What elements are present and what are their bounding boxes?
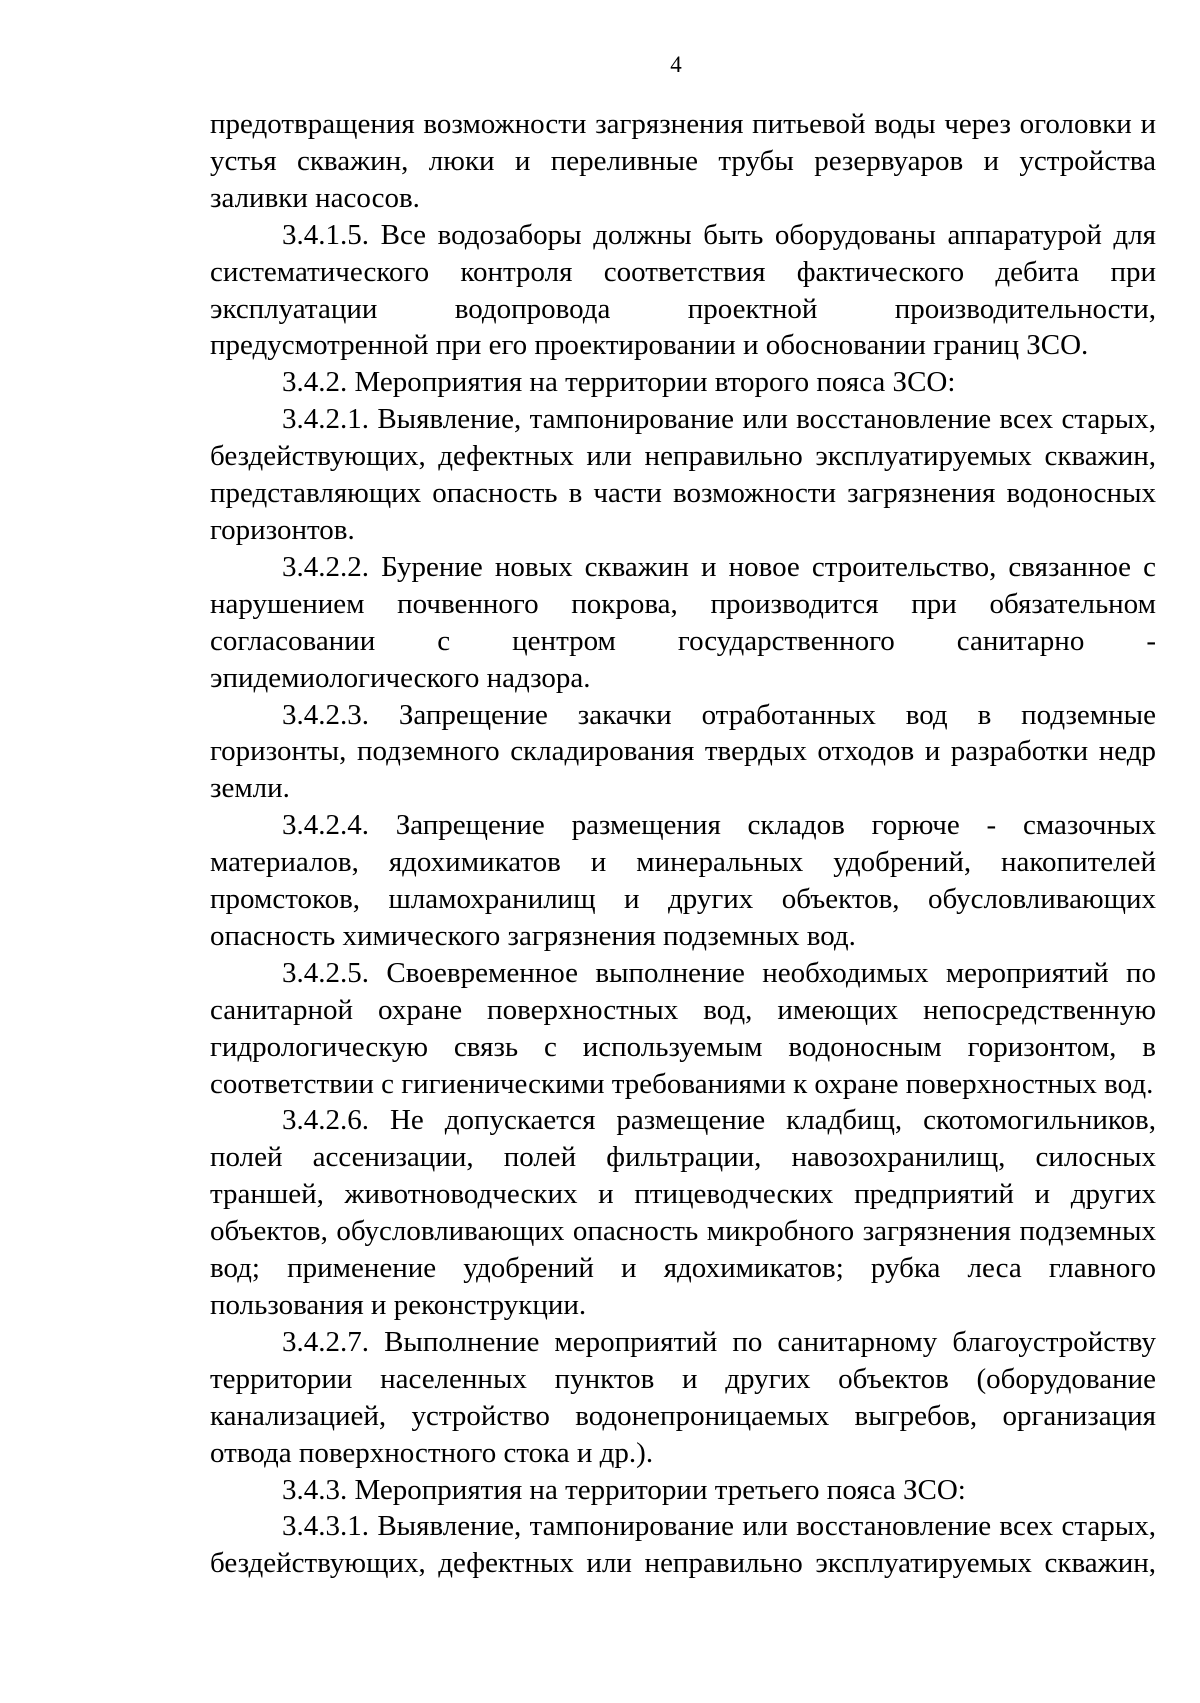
- heading-3-4-2: 3.4.2. Мероприятия на территории второго пояса ЗСО:: [282, 366, 956, 399]
- paragraph-3-4-2-1: 3.4.2.1. Выявление, тампонирование или восстановление всех старых, бездействующих, дефектных или неправильно эксплуатируемых скважин, представляющих опасность в части возможности загрязнения водоносных горизонтов.: [210, 403, 1156, 546]
- paragraph-3-4-2-4: 3.4.2.4. Запрещение размещения складов горюче - смазочных материалов, ядохимикатов и минеральных удобрений, накопителей промстоков, шламохранилищ и других объектов, обусловливающих опасность химического загрязнения подземных вод.: [210, 809, 1156, 952]
- paragraph-3-4-2-5: 3.4.2.5. Своевременное выполнение необходимых мероприятий по санитарной охране поверхностных вод, имеющих непосредственную гидрологическую связь с используемым водоносным горизонтом, в соответствии с гигиеническими требованиями к охране поверхностных вод.: [210, 956, 1156, 1100]
- paragraph-3-4-3-1: 3.4.3.1. Выявление, тампонирование или восстановление всех старых, бездействующих, дефектных или неправильно эксплуатируемых скважин,: [210, 1510, 1156, 1580]
- paragraph-3-4-2-7: 3.4.2.7. Выполнение мероприятий по санитарному благоустройству территории населенных пунктов и других объектов (оборудование канализацией, устройство водонепроницаемых выгребов, организация отвода поверхностного стока и др.).: [210, 1325, 1156, 1469]
- paragraph-3-4-2-2: 3.4.2.2. Бурение новых скважин и новое строительство, связанное с нарушением почвенного покрова, производится при обязательном согласовании с центром государственного санитарно - эпидемиологического надзора.: [210, 550, 1156, 694]
- paragraph-3-4-2-6: 3.4.2.6. Не допускается размещение кладбищ, скотомогильников, полей ассенизации, полей фильтрации, навозохранилищ, силосных траншей, животноводческих и птицеводческих предприятий и других объектов, обусловливающих опасность микробного загрязнения подземных вод; применение удобрений и ядохимикатов; рубка леса главного пользования и реконструкции.: [210, 1104, 1156, 1321]
- paragraph-3-4-1-5: 3.4.1.5. Все водозаборы должны быть оборудованы аппаратурой для систематического контроля соответствия фактического дебита при эксплуатации водопровода проектной производительности, предусмотренной при его проектировании и обосновании границ ЗСО.: [210, 218, 1156, 362]
- document-body: [210, 106, 1156, 1582]
- heading-3-4-3: 3.4.3. Мероприятия на территории третьего пояса ЗСО:: [282, 1473, 966, 1506]
- page-number: 4: [670, 52, 682, 77]
- paragraph-continuation: предотвращения возможности загрязнения питьевой воды через оголовки и устья скважин, люки и переливные трубы резервуаров и устройства заливки насосов.: [210, 108, 1156, 214]
- paragraph-3-4-2-3: 3.4.2.3. Запрещение закачки отработанных вод в подземные горизонты, подземного складирования твердых отходов и разработки недр земли.: [210, 698, 1156, 805]
